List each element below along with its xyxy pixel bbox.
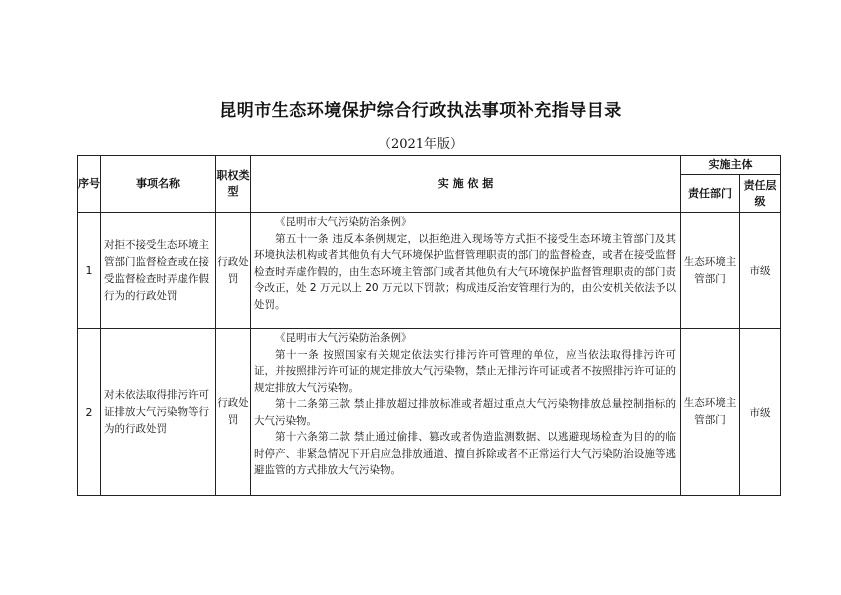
header-legal-basis: 实 施 依 据	[251, 156, 681, 213]
basis-law-title: 《昆明市大气污染防治条例》	[275, 332, 412, 344]
document-title: 昆明市生态环境保护综合行政执法事项补充指导目录	[219, 101, 622, 121]
row-seq: 2	[78, 329, 101, 496]
header-implementing-subject: 实施主体	[681, 156, 781, 175]
row-legal-basis	[251, 329, 681, 496]
basis-article: 第十二条第三款 禁止排放超过排放标准或者超过重点大气污染物排放总量控制指标的大气污染物。	[254, 398, 676, 427]
header-row-top	[78, 156, 781, 175]
row-seq: 1	[78, 213, 101, 329]
row-authority-type: 行政处罚	[216, 329, 251, 496]
row-responsible-level: 市级	[740, 213, 781, 329]
edition-label: （2021年版）	[377, 137, 464, 152]
header-item-name: 事项名称	[101, 156, 216, 213]
table-row	[78, 329, 781, 496]
row-legal-basis	[251, 213, 681, 329]
basis-article: 第十六条第二款 禁止通过偷排、篡改或者伪造监测数据、以逃避现场检查为目的的临时停产、非紧急情况下开启应急排放通道、擅自拆除或者不正常运行大气污染防治设施等逃避监管的方式排放大气污染物。	[254, 431, 676, 476]
row-authority-type: 行政处罚	[216, 213, 251, 329]
basis-law-title: 《昆明市大气污染防治条例》	[275, 216, 412, 228]
row-responsible-level: 市级	[740, 329, 781, 496]
row-responsible-dept: 生态环境主管部门	[681, 329, 740, 496]
table-row	[78, 213, 781, 329]
header-seq: 序号	[78, 156, 101, 213]
row-item-name: 对未依法取得排污许可证排放大气污染物等行为的行政处罚	[101, 329, 216, 496]
basis-article: 第五十一条 违反本条例规定，以拒绝进入现场等方式拒不接受生态环境主管部门及其环境执法机构或者其他负有大气环境保护监督管理职责的部门的监督检查，或者在接受监督检查时弄虚作假的，由生态环境主管部门或者其他负有大气环境保护监督管理职责的部门责令改正，处 2 万元以上 20 万元以下罚款；构成违反治安管理行为的，由公安机关依法予以处罚。	[254, 232, 676, 311]
guidance-catalog-table	[77, 155, 781, 496]
header-authority-type: 职权类型	[216, 156, 251, 213]
header-responsible-level: 责任层级	[740, 175, 781, 213]
row-responsible-dept: 生态环境主管部门	[681, 213, 740, 329]
basis-article: 第十一条 按照国家有关规定依法实行排污许可管理的单位，应当依法取得排污许可证，并按照排污许可证的规定排放大气污染物，禁止无排污许可证或者不按照排污许可证的规定排放大气污染物。	[254, 348, 676, 394]
header-responsible-dept: 责任部门	[681, 175, 740, 213]
row-item-name: 对拒不接受生态环境主管部门监督检查或在接受监督检查时弄虚作假行为的行政处罚	[101, 213, 216, 329]
